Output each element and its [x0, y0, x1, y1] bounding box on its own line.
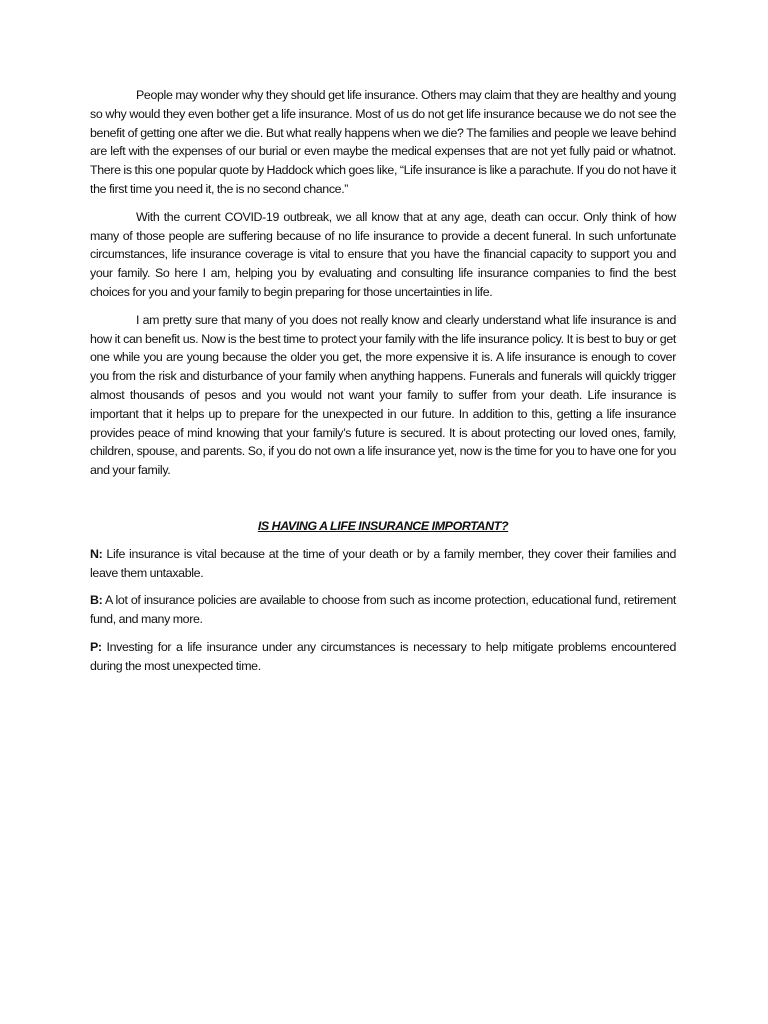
item-label: N: — [90, 546, 103, 561]
item-label: P: — [90, 639, 102, 654]
item-text: Investing for a life insurance under any circumstances is necessary to help mitigate problems encountered during the most unexpected time. — [90, 639, 676, 673]
intro-paragraph: People may wonder why they should get life insurance. Others may claim that they are healthy and young so why would they even bother get a life insurance. Most of us do not get life insurance because we do not see the benefit of getting one after we die. But what really happens when we die? The families and people we leave behind are left with the expenses of our burial or even maybe the medical expenses that are not yet fully paid or whatnot. There is this one popular quote by Haddock which goes like, “Life insurance is like a parachute. If you do not have it the first time you need it, the is no second chance.” — [90, 88, 676, 196]
item-label: B: — [90, 593, 103, 608]
item-text: A lot of insurance policies are available to choose from such as income protection, educational fund, retirement fund, and many more. — [90, 593, 676, 627]
document-page — [90, 86, 676, 685]
list-item-p — [90, 638, 676, 676]
section-heading: IS HAVING A LIFE INSURANCE IMPORTANT? — [257, 518, 509, 533]
list-item-n — [90, 545, 676, 583]
benefits-paragraph: I am pretty sure that many of you does not really know and clearly understand what life insurance is and how it can benefit us. Now is the best time to protect your family with the life insurance policy. It is best to buy or get one while you are young because the older you get, the more expensive it is. A life insurance is enough to cover you from the risk and disturbance of your family when anything happens. Funerals and funerals will quickly trigger almost thousands of pesos and you would not want your family to suffer from your death. Life insurance is important that it helps up to prepare for the unexpected in our future. In addition to this, getting a life insurance provides peace of mind knowing that your family’s future is secured. It is about protecting our loved ones, family, children, spouse, and parents. So, if you do not own a life insurance yet, now is the time for you to have one for you and your family. — [90, 312, 676, 478]
item-text: Life insurance is vital because at the time of your death or by a family member, they cover their families and leave them untaxable. — [90, 546, 676, 580]
covid-paragraph: With the current COVID-19 outbreak, we all know that at any age, death can occur. Only think of how many of those people are suffering because of no life insurance to provide a decent funeral. In such unfortunate circumstances, life insurance coverage is vital to ensure that you have the financial capacity to support you and your family. So here I am, helping you by evaluating and consulting life insurance companies to find the best choices for you and your family to begin preparing for those uncertainties in life. — [90, 209, 676, 299]
list-item-b — [90, 591, 676, 629]
